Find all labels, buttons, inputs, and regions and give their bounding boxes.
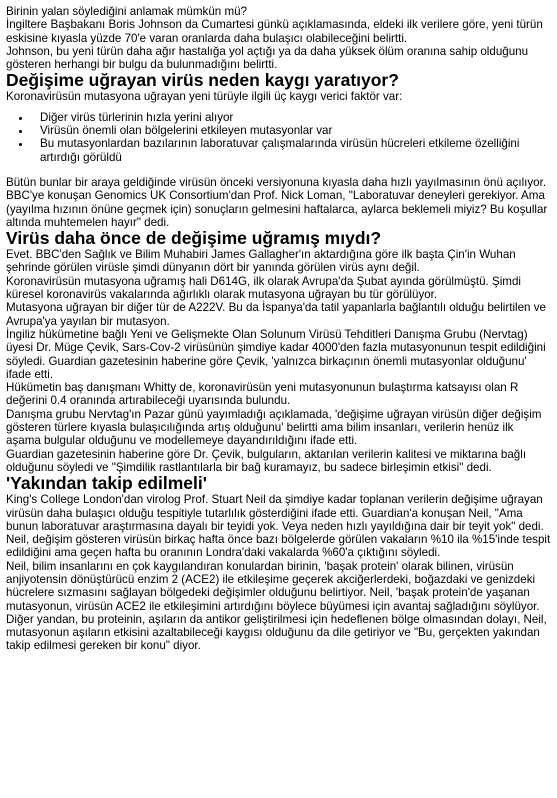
intro-question: Birinin yalan söylediğini anlamak mümkün mü? xyxy=(6,5,248,18)
list-item: • Diğer virüs türlerinin hızla yerini alıyor xyxy=(32,111,551,124)
body-paragraph: Diğer yandan, bu proteinin, aşıların da antikor geliştirilmesi için hedeflenen bölge olmasından dolayı, Neil, mutasyonun aşıların etkisini azaltabileceği kaygısı olduğunu da dile getiriyor ve "Bu, gerçekten yakından takip edilmesi gereken bir konu" diyor. xyxy=(6,612,547,653)
intro-paragraph: İngiltere Başbakanı Boris Johnson da Cumartesi günkü açıklamasında, eldeki ilk verilere göre, yeni türün eskisine kıyasla yüzde 70'e varan oranlarda daha bulaşıcı olabileceğini belirtti. xyxy=(6,18,543,45)
body-paragraph: Koronavirüsün mutasyona uğramış hali D614G, ilk olarak Avrupa'da Şubat ayında görülmüştü. Şimdi küresel koronavirüs vakalarında ağırlıklı olarak mutasyona uğrayan bu tür görülüyor. xyxy=(6,274,521,302)
body-paragraph: Hükümetin baş danışmanı Whitty de, koronavirüsün yeni mutasyonunun bulaştırma katsayısı olan R değerini 0.4 oranında artırabileceği uyarısında bulundu. xyxy=(6,381,519,408)
body-paragraph: Neil, bilim insanlarını en çok kaygılandıran konulardan birinin, 'başak protein' olarak bilinen, virüsün anjiyotensin dönüştürücü enzim 2 (ACE2) ile etkileşime geçerek akciğerlerdeki, boğazdaki ve genizdeki hücrelere sızmasını sağlayan bölgedeki değişimler olduğunu belirtiyor. Neil, 'başak protein'de yaşanan mutasyonun, virüsün ACE2 ile etkileşimini artırdığını böylece büyümesi için avantaj sağladığını söylüyor. xyxy=(6,559,540,613)
bullet-list xyxy=(6,111,551,164)
body-paragraph: Danışma grubu Nervtag'ın Pazar günü yayımladığı açıklamada, 'değişime uğrayan virüsün diğer değişim gösteren türlere kıyasla bulaşıcılığında artış olduğunu' belirtti ama bilim insanları, verilerin henüz ilk aşama bulgular olduğunu ve modellemeye dayandırıldığını ifade etti. xyxy=(6,407,542,448)
body-paragraph: Bütün bunlar bir araya geldiğinde virüsün önceki versiyonuna kıyasla daha hızlı yayılmasının önü açılıyor. xyxy=(6,175,547,189)
section-heading: Değişime uğrayan virüs neden kaygı yaratıyor? xyxy=(6,70,399,91)
list-item: • Bu mutasyonlardan bazılarının laboratuvar çalışmalarında virüsün hücreleri etkileme özelliğini artırdığı görüldü xyxy=(32,137,551,164)
list-item: • Virüsün önemli olan bölgelerini etkileyen mutasyonlar var xyxy=(32,124,551,137)
body-paragraph: Neil, değişim gösteren virüsün birkaç hafta önce bazı bölgelerde görülen vakaların %10 ila %15'inde tespit edildiğini ama geçen hafta bu oranının Londra'daki vakalarda %60'a çıktığını söyledi. xyxy=(6,533,551,560)
body-paragraph: King's College London'dan virolog Prof. Stuart Neil da şimdiye kadar toplanan verilerin değişime uğrayan virüsün daha bulaşıcı olduğu tespitiyle tutarlılık gösterdiğini ifade etti. Guardian'a konuşan Neil, "Ama bunun laboratuvar araştırmasına dayalı bir teyidi yok. Veya neden hızlı yayıldığına dair bir teyit yok" dedi. xyxy=(6,493,544,533)
body-paragraph: Evet. BBC'den Sağlık ve Bilim Muhabiri James Gallagher'ın aktardığına göre ilk başta Çin'in Wuhan şehrinde görülen virüsle şimdi dünyanın dört bir yanında görülen virüs aynı değil. xyxy=(6,248,516,275)
section-heading: 'Yakından takip edilmeli' xyxy=(6,473,207,494)
body-paragraph: Mutasyona uğrayan bir diğer tür de A222V. Bu da İspanya'da tatil yapanlarla bağlantılı olduğu belirtilen ve Avrupa'ya yayılan bir mutasyon. xyxy=(6,301,546,328)
body-paragraph: BBC'ye konuşan Genomics UK Consortium'dan Prof. Nick Loman, "Laboratuvar deneyleri gerekiyor. Ama (yayılma hızının önüne geçmek için) sonuçların gelmesini haftalarca, aylarca beklemeli miyiz? Bu koşullar altında muhtemelen hayır" dedi. xyxy=(6,189,548,229)
body-paragraph: İngiliz hükümetine bağlı Yeni ve Gelişmekte Olan Solunum Virüsü Tehditleri Danışma Grubu (Nervtag) üyesi Dr. Müge Çevik, Sars-Cov-2 virüsünün şimdiye kadar 4000'den fazla mutasyonunun tespit edildiğini söyledi. Guardian gazetesinin haberine göre Çevik, 'yalnızca birkaçının önemli mutasyonlar olduğunu' ifade etti. xyxy=(6,327,546,381)
section-heading: Virüs daha önce de değişime uğramış mıydı? xyxy=(6,228,382,249)
body-paragraph: Guardian gazetesinin haberine göre Dr. Çevik, bulguların, aktarılan verilerin kalitesi ve miktarına bağlı olduğunu söyledi ve "Şimdilik rastlantılarla bir bağ kuramayız, bu sadece birleşimin etkisi" dedi. xyxy=(6,447,527,474)
intro-paragraph: Johnson, bu yeni türün daha ağır hastalığa yol açtığı ya da daha yüksek ölüm oranına sahip olduğunu gösteren herhangi bir bulgu da bulunmadığını belirtti. xyxy=(6,44,529,72)
section-lead: Koronavirüsün mutasyona uğrayan yeni türüyle ilgili üç kaygı verici faktör var: xyxy=(6,90,403,104)
